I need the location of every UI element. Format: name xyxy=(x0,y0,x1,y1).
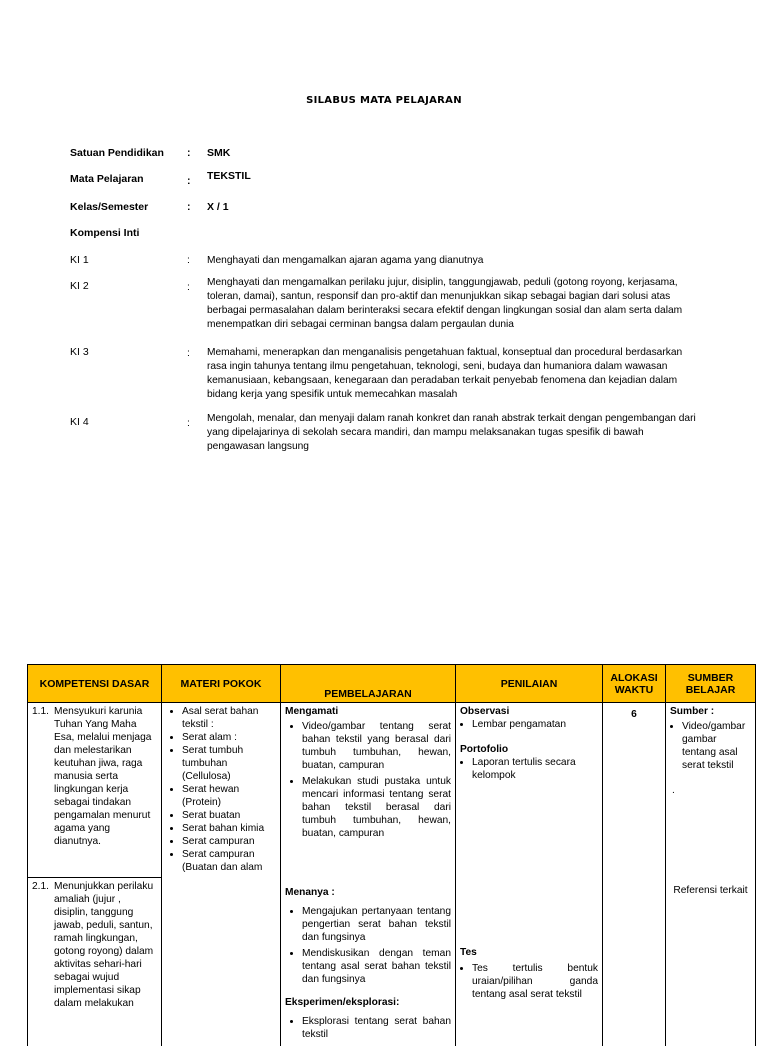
penilaian-cell xyxy=(456,878,603,1046)
header-alokasi: ALOKASI WAKTU xyxy=(603,665,666,703)
header-materi: MATERI POKOK xyxy=(162,665,281,703)
ki-label: KI 4 xyxy=(70,416,89,428)
kd-cell xyxy=(28,703,162,878)
list-item: • Eksplorasi tentang serat bahan tekstil xyxy=(302,1015,451,1041)
ki-label: KI 2 xyxy=(70,280,89,292)
pembelajaran-cell xyxy=(281,878,456,1046)
list-item: • Serat alam : xyxy=(182,731,276,744)
colon: : xyxy=(187,147,191,159)
colon: : xyxy=(187,417,190,429)
list-item: • Serat campuran xyxy=(182,835,276,848)
materi-list xyxy=(166,705,276,874)
colon: : xyxy=(187,254,190,266)
list-item: • Melakukan studi pustaka untuk mencari informasi tentang serat bahan tekstil berasal dari tumbuh tumbuhan, hewan, buatan, campuran xyxy=(302,775,451,840)
kd-cell xyxy=(28,878,162,1046)
kd-number: 2.1. xyxy=(32,881,49,892)
pembelajaran-list xyxy=(285,720,451,840)
mapel-label: Mata Pelajaran xyxy=(70,173,144,185)
ki-label: KI 3 xyxy=(70,346,89,358)
header-kd: KOMPETENSI DASAR xyxy=(28,665,162,703)
ki-text: Menghayati dan mengamalkan perilaku jujur, disiplin, tanggungjawab, peduli (gotong royong, kerjasama, toleran, damai), santun, responsif dan pro-aktif dan menunjukkan sikap sebagai bagian dari solusi atas berbagai permasalahan dalam berinteraksi secara efektif dengan lingkungan sosial dan alam serta dalam menempatkan diri sebagai cerminan bangsa dalam pergaulan dunia xyxy=(207,277,683,330)
kd-text: Mensyukuri karunia Tuhan Yang Maha Esa, melalui menjaga dan melestarikan keutuhan jiwa, raga manusia serta lingkungan kerja sebagai tindakan pengamalan menurut agama yang dianutnya. xyxy=(54,706,152,847)
satuan-value: SMK xyxy=(207,147,231,159)
table-header-row xyxy=(28,665,756,703)
penilaian-list xyxy=(460,718,598,731)
sumber-heading: Sumber : xyxy=(670,706,715,717)
colon: : xyxy=(187,175,191,187)
penilaian-heading: Tes xyxy=(460,946,477,958)
list-item: • Video/gambar tentang serat bahan tekstil yang berasal dari tumbuh tumbuhan, hewan, buatan, campuran xyxy=(302,720,451,772)
kd-text: Menunjukkan perilaku amaliah (jujur , disiplin, tanggung jawab, peduli, santun, ramah lingkungan, gotong royong) dalam aktivitas sehari-hari sebagai wujud implementasi sikap dalam melakukan xyxy=(54,881,154,1009)
penilaian-heading: Observasi xyxy=(460,706,510,717)
kelas-value: X / 1 xyxy=(207,201,229,213)
penilaian-list xyxy=(460,756,598,782)
pembelajaran-heading: Mengamati xyxy=(285,706,339,717)
table-row xyxy=(28,878,756,1046)
sumber-dot: . xyxy=(672,785,675,796)
penilaian-cell xyxy=(456,703,603,878)
list-item: • Tes tertulis bentuk uraian/pilihan ganda tentang asal serat tekstil xyxy=(472,962,598,1001)
header-penilaian: PENILAIAN xyxy=(456,665,603,703)
pembelajaran-list xyxy=(285,1015,451,1041)
sumber-list xyxy=(670,720,751,772)
kd-number: 1.1. xyxy=(32,706,49,717)
pembelajaran-cell xyxy=(281,703,456,878)
header-sumber: SUMBER BELAJAR xyxy=(666,665,756,703)
table-row xyxy=(28,703,756,878)
ki-text: Menghayati dan mengamalkan ajaran agama yang dianutnya xyxy=(207,255,484,266)
alokasi-cell: 6 xyxy=(603,703,666,878)
sumber-cell xyxy=(666,703,756,878)
colon: : xyxy=(187,347,190,359)
list-item: • Laporan tertulis secara kelompok xyxy=(472,756,598,782)
list-item: • Serat bahan kimia xyxy=(182,822,276,835)
list-item: • Video/gambar gambar tentang asal serat tekstil xyxy=(682,720,751,772)
pembelajaran-heading: Eksperimen/eksplorasi: xyxy=(285,996,400,1008)
header-pembelajaran: PEMBELAJARAN xyxy=(281,665,456,703)
document-title: SILABUS MATA PELAJARAN xyxy=(306,95,462,106)
list-item: • Mendiskusikan dengan teman tentang asal serat bahan tekstil dan fungsinya xyxy=(302,947,451,986)
syllabus-table xyxy=(27,664,756,1046)
materi-cell xyxy=(162,878,281,1046)
mapel-value: TEKSTIL xyxy=(207,170,251,182)
list-item: • Serat buatan xyxy=(182,809,276,822)
list-item: • Serat campuran (Buatan dan alam xyxy=(182,848,276,874)
pembelajaran-list xyxy=(285,905,451,986)
list-item: • Mengajukan pertanyaan tentang pengertian serat bahan tekstil dan fungsinya xyxy=(302,905,451,944)
ki-heading: Kompensi Inti xyxy=(70,227,140,239)
penilaian-list xyxy=(460,962,598,1001)
list-item: • Serat tumbuh tumbuhan (Cellulosa) xyxy=(182,744,276,783)
colon: : xyxy=(187,281,190,293)
ki-text: Memahami, menerapkan dan menganalisis pengetahuan faktual, konseptual dan procedural berdasarkan rasa ingin tahunya tentang ilmu pengetahuan, teknologi, seni, budaya dan humaniora dalam wawasan kemanusiaan, kebangsaan, kenegaraan dan peradaban terkait penyebab fenomena dan kejadian dalam bidang kerja yang spesifik untuk memecahkan masalah xyxy=(207,347,683,400)
satuan-label: Satuan Pendidikan xyxy=(70,147,164,159)
colon: : xyxy=(187,201,191,213)
sumber-cell: Referensi terkait xyxy=(666,878,756,1046)
list-item: • Asal serat bahan tekstil : xyxy=(182,705,276,731)
list-item: • Serat hewan (Protein) xyxy=(182,783,276,809)
materi-cell xyxy=(162,703,281,878)
ki-text: Mengolah, menalar, dan menyaji dalam ranah konkret dan ranah abstrak terkait dengan pengembangan dari yang dipelajarinya di sekolah secara mandiri, dan mampu melaksanakan tugas spesifik di bawah pengawasan langsung xyxy=(207,413,696,452)
penilaian-heading: Portofolio xyxy=(460,744,509,755)
pembelajaran-heading: Menanya : xyxy=(285,886,335,898)
list-item: • Lembar pengamatan xyxy=(472,718,598,731)
kelas-label: Kelas/Semester xyxy=(70,201,149,213)
ki-label: KI 1 xyxy=(70,254,89,266)
alokasi-cell xyxy=(603,878,666,1046)
